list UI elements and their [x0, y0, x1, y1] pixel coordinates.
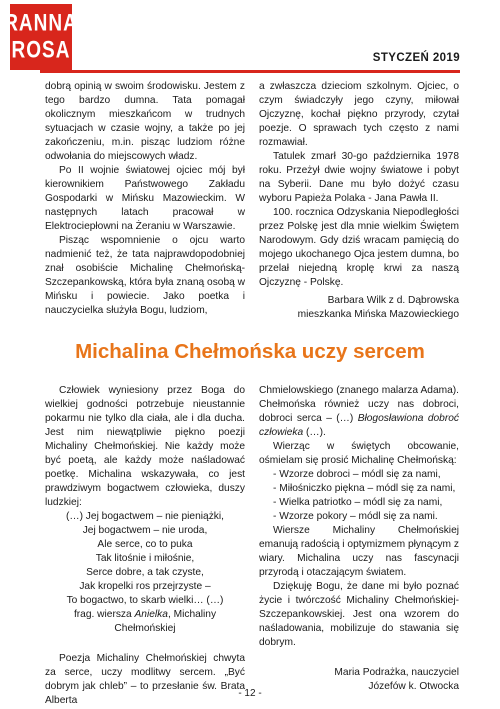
poem-line: Ale serce, co to puka: [97, 539, 193, 550]
article-left-column: [45, 384, 245, 708]
poem-line: Jej bogactwem – nie uroda,: [82, 525, 208, 536]
article-title: Michalina Chełmońska uczy sercem: [75, 340, 425, 363]
signature-place: mieszkanka Mińska Mazowieckiego: [297, 309, 459, 320]
prayer-line: - Wzorze pokory – módl się za nami.: [273, 511, 438, 522]
paragraph: Wiersze Michaliny Chełmońskiej emanują radością i optymizmem płynącym z wiary. Michalina uczy nas fascynacji przyrodą i otaczającym światem.: [259, 525, 459, 578]
paragraph: Tatulek zmarł 30-go października 1978 roku. Przeżył dwie wojny światowe i pobyt na Syberii. Dane mu było dożyć czasu wyboru Papieża Polaka - Jana Pawła II.: [259, 151, 459, 204]
paragraph: dobrą opinią w swoim środowisku. Jestem z tego bardzo dumna. Tata pomagał okolicznym mieszkańcom w trudnych sytuacjach w czasie wojny, a także po jej zakończeniu, m.in. pisząc ludziom różne odwołania do miejscowych władz.: [45, 81, 245, 162]
signature-name: Maria Podrażka, nauczyciel: [334, 667, 459, 678]
poem-line: Jak kropelki ros przejrzyste –: [79, 581, 211, 592]
paragraph: Po II wojnie światowej ojciec mój był kierownikiem Państwowego Zakładu Gospodarki w Mińsku Mazowieckim. W następnych latach pracował w Elektrociepłowni na Żeraniu w Warszawie.: [45, 165, 245, 232]
paragraph: Poezja Michaliny Chełmońskiej chwyta za serce, uczy modlitwy sercem. „Być dobrym jak chleb” – to przesłanie św. Brata Alberta: [45, 653, 245, 706]
top-right-column: [259, 80, 459, 322]
article-right-column: [259, 384, 459, 694]
paragraph: a zwłaszcza dzieciom szkolnym. Ojciec, o czym świadczyły jego czyny, miłował Ojczyznę, kochał piękno przyrody, czytał poezje. O sprawach tych często z nami rozmawiał.: [259, 81, 459, 148]
page-number: - 12 -: [238, 688, 262, 699]
prayer-line: - Wzorze dobroci – módl się za nami,: [273, 469, 441, 480]
signature-name: Barbara Wilk z d. Dąbrowska: [327, 295, 459, 306]
poem-source: frag. wiersza Anielka, Michaliny Chełmońskiej: [73, 609, 217, 634]
logo-line-2: ROSA: [11, 37, 71, 64]
issue-date: STYCZEŃ 2019: [372, 52, 460, 64]
prayer-line: - Miłośniczko piękna – módl się za nami,: [273, 483, 456, 494]
prayer-line: - Wielka patriotko – módl się za nami,: [273, 497, 443, 508]
logo-line-1: RANNA: [4, 10, 78, 37]
header-divider: [40, 70, 460, 73]
paragraph: Chmielowskiego (znanego malarza Adama). Chełmońska również uczy nas dobroci, dobroci serca – (…) Błogosławiona dobroć człowieka (…).: [259, 385, 459, 438]
poem-line: (…) Jej bogactwem – nie pieniążki,: [66, 511, 224, 522]
top-left-column: [45, 80, 245, 318]
paragraph: Pisząc wspomnienie o ojcu warto nadmienić też, że tata najprawdopodobniej znał osobiście Michalinę Chełmońską-Szczepankowską, która była znaną osobą w Mińsku i powiecie. Jako poetka i nauczycielka służyła Bogu, ludziom,: [45, 235, 245, 316]
poem-line: To bogactwo, to skarb wielki… (…): [66, 595, 224, 606]
poem-fragment: [45, 510, 245, 636]
paragraph: 100. rocznica Odzyskania Niepodległości przez Polskę jest dla mnie wielkim Świętem Narodowym. Gdy dziś wracam pamięcią do mojego ukochanego Ojca jestem dumna, bo przelał niejedną kroplę krwi za naszą Ojczyznę - Polskę.: [259, 207, 459, 288]
poem-line: Tak litośnie i miłośnie,: [95, 553, 195, 564]
signature-place: Józefów k. Otwocka: [368, 681, 459, 692]
paragraph: Człowiek wyniesiony przez Boga do wielkiej godności potrzebuje nieustannie pokarmu nie tylko dla ciała, ale i dla ducha. Jest nim niewątpliwie piękno poezji Michaliny Chełmońskiej. Nie każdy może być poetą, ale każdy może naśladować poetkę. Michalina wskazywała, co jest prawdziwym bogactwem człowieka, duszy ludzkiej:: [45, 385, 245, 508]
paragraph: Wierząc w świętych obcowanie, ośmielam się prosić Michalinę Chełmońską:: [259, 441, 459, 466]
magazine-logo: [4, 4, 78, 70]
paragraph: Dziękuję Bogu, że dane mi było poznać życie i twórczość Michaliny Chełmońskiej-Szczepankowskiej. Jest ona wzorem do naśladowania, mobilizuje do stawania się dobrym.: [259, 581, 459, 648]
poem-line: Serce dobre, a tak czyste,: [86, 567, 204, 578]
